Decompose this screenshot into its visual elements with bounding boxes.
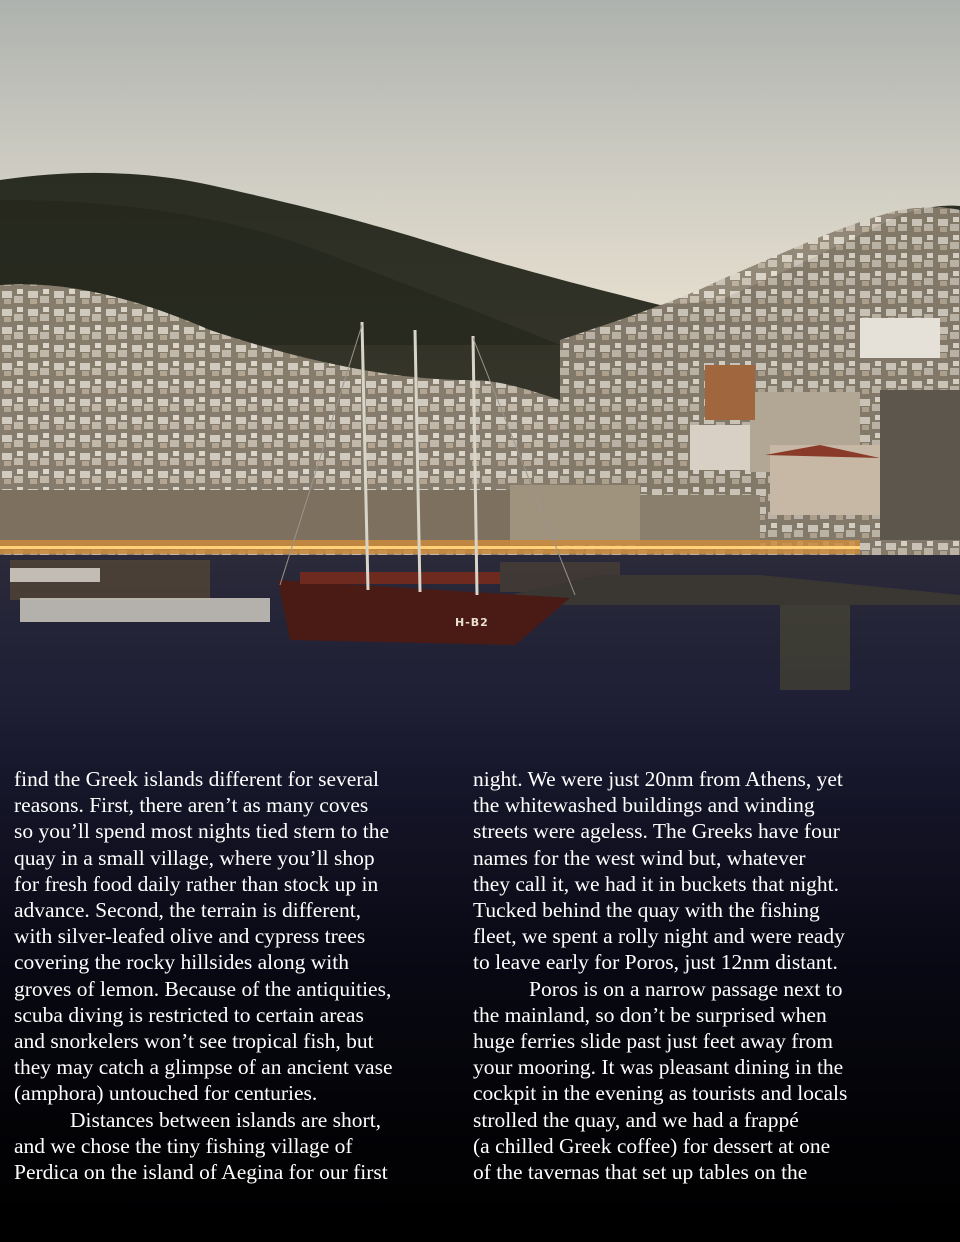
paragraph-start-line: Distances between islands are short, xyxy=(70,1107,382,1132)
text-line: find the Greek islands different for several xyxy=(14,767,379,791)
text-line: (amphora) untouched for centuries. xyxy=(14,1081,318,1106)
text-line: huge ferries slide past just feet away from xyxy=(473,1029,833,1054)
text-line: of the tavernas that set up tables on the xyxy=(473,1160,808,1185)
text-line: advance. Second, the terrain is different, xyxy=(14,898,362,923)
text-line: for fresh food daily rather than stock up in xyxy=(14,871,379,896)
text-line: quay in a small village, where you’ll shop xyxy=(14,845,375,870)
text-line: groves of lemon. Because of the antiquities, xyxy=(14,976,392,1001)
article-column-right xyxy=(473,766,923,1185)
text-line: streets were ageless. The Greeks have four xyxy=(473,819,840,844)
text-line: names for the west wind but, whatever xyxy=(473,845,806,870)
text-line: so you’ll spend most nights tied stern to the xyxy=(14,819,390,844)
text-line: Tucked behind the quay with the fishing xyxy=(473,898,820,923)
text-line: the whitewashed buildings and winding xyxy=(473,793,815,818)
text-line: and we chose the tiny fishing village of xyxy=(14,1133,353,1158)
article-column-left xyxy=(14,766,454,1185)
text-line: covering the rocky hillsides along with xyxy=(14,950,349,975)
text-line: with silver-leafed olive and cypress trees xyxy=(14,924,366,949)
text-line: the mainland, so don’t be surprised when xyxy=(473,1002,827,1027)
text-line: they call it, we had it in buckets that night. xyxy=(473,871,840,896)
text-line: your mooring. It was pleasant dining in the xyxy=(473,1055,844,1080)
text-line: cockpit in the evening as tourists and locals xyxy=(473,1081,848,1106)
text-line: scuba diving is restricted to certain areas xyxy=(14,1002,364,1027)
text-line: to leave early for Poros, just 12nm distant. xyxy=(473,950,838,975)
boat-registration-text: H-B2 xyxy=(455,616,489,629)
text-line: reasons. First, there aren’t as many coves xyxy=(14,793,369,818)
text-line: Perdica on the island of Aegina for our first xyxy=(14,1160,388,1185)
paragraph-start-line: Poros is on a narrow passage next to xyxy=(529,976,843,1001)
text-line: fleet, we spent a rolly night and were ready xyxy=(473,924,845,949)
text-line: they may catch a glimpse of an ancient vase xyxy=(14,1055,393,1080)
text-line: (a chilled Greek coffee) for dessert at one xyxy=(473,1133,831,1158)
text-line: and snorkelers won’t see tropical fish, but xyxy=(14,1029,374,1054)
text-line: strolled the quay, and we had a frappé xyxy=(473,1107,799,1132)
text-line: night. We were just 20nm from Athens, yet xyxy=(473,767,843,791)
